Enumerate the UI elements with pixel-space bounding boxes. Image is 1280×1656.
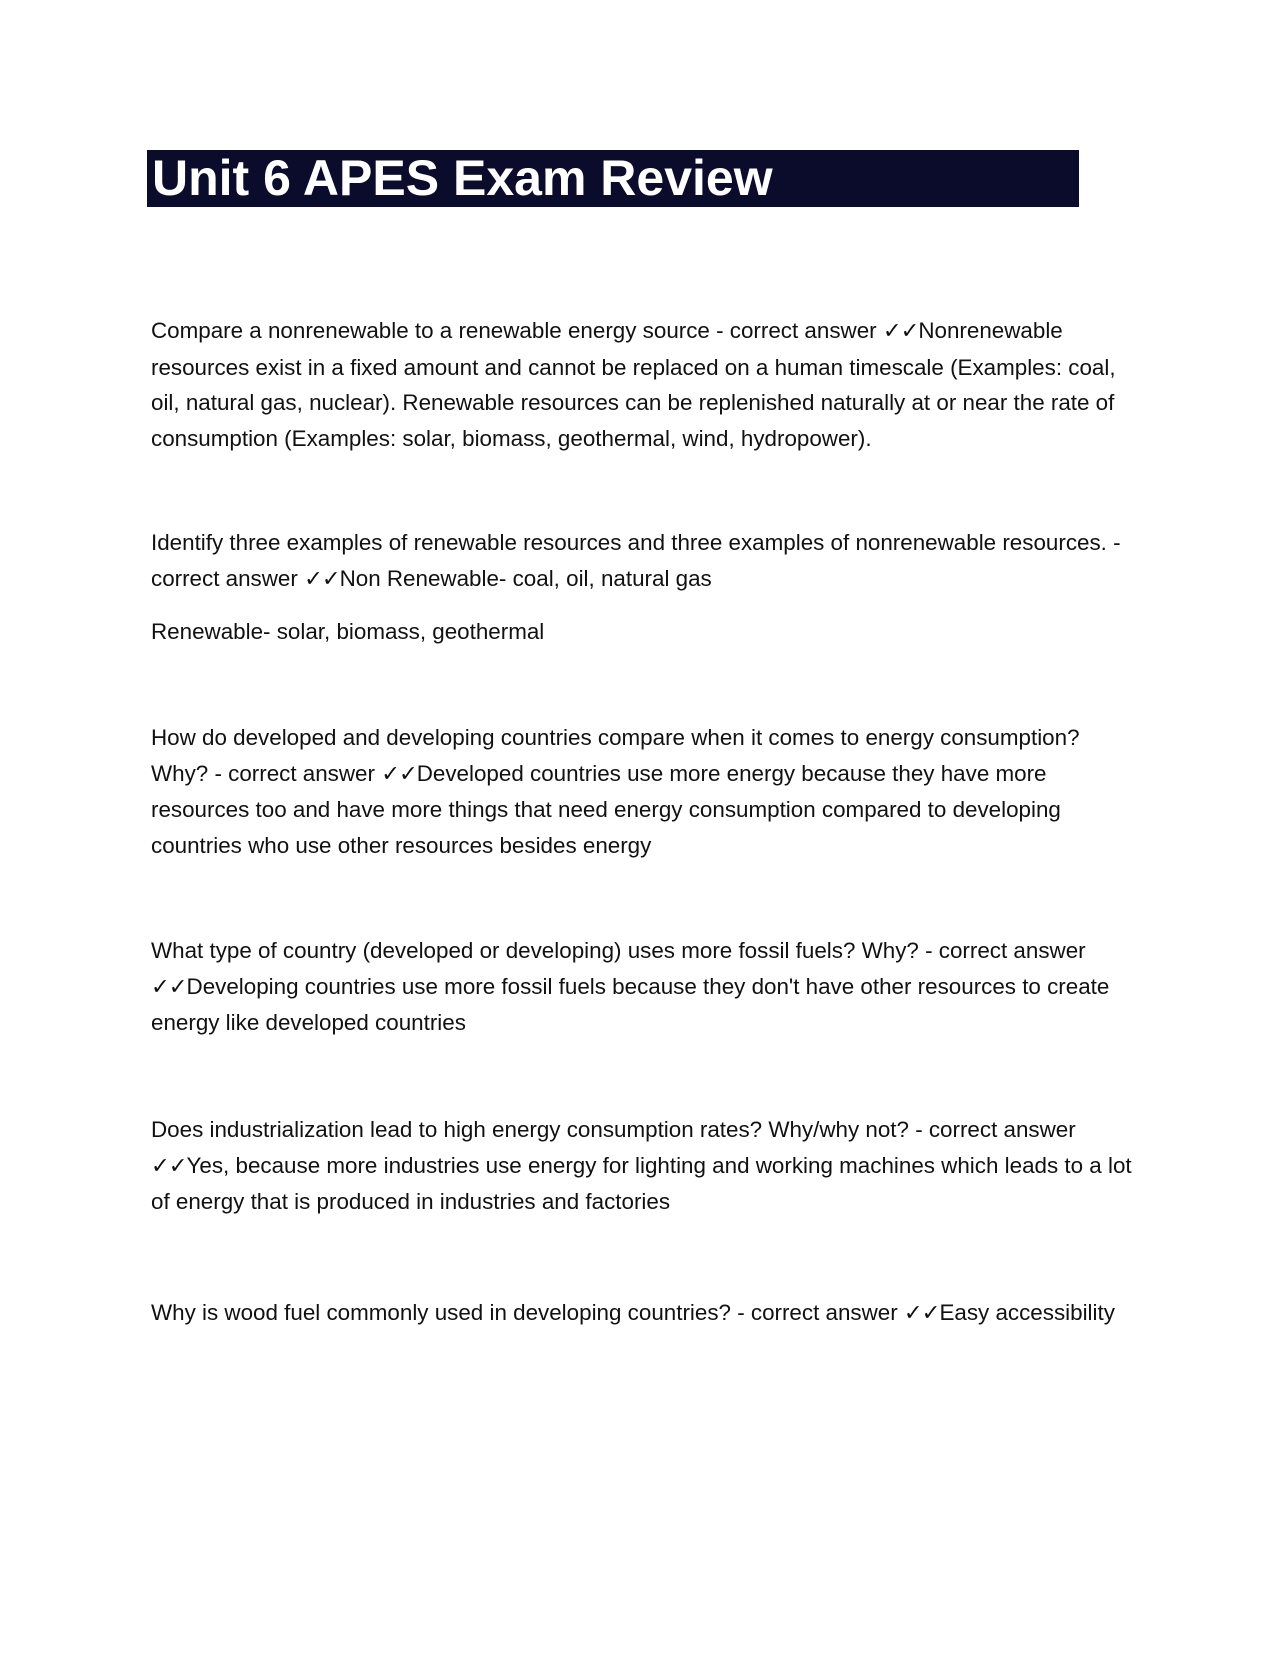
answer-continuation: Renewable- solar, biomass, geothermal xyxy=(151,619,545,644)
qa-text xyxy=(151,525,1136,597)
qa-item xyxy=(151,525,1136,650)
title-banner xyxy=(147,150,1079,207)
double-check-icon: ✓✓ xyxy=(151,1152,187,1179)
qa-text xyxy=(151,933,1136,1041)
qa-item xyxy=(151,313,1136,456)
qa-item xyxy=(151,933,1136,1041)
qa-text xyxy=(151,313,1136,456)
double-check-icon: ✓✓ xyxy=(882,318,919,344)
document-title: Unit 6 APES Exam Review xyxy=(152,150,773,206)
question-text: Why is wood fuel commonly used in developing countries? - correct answer xyxy=(151,1300,904,1325)
double-check-icon: ✓✓ xyxy=(304,565,340,592)
qa-text xyxy=(151,1112,1136,1220)
double-check-icon: ✓✓ xyxy=(151,973,187,1000)
question-text: Does industrialization lead to high energy consumption rates? Why/why not? - correct answer xyxy=(151,1117,1076,1142)
answer-text: Nonrenewable resources exist in a fixed amount and cannot be replaced on a human timescale (Examples: coal, oil, natural gas, nuclear). Renewable resources can be replenished naturally at or near the rate of consumption (Examples: solar, biomass, geothermal, wind, hydropower). xyxy=(151,318,1116,451)
answer-text: Developed countries use more energy because they have more resources too and have more things that need energy consumption compared to developing countries who use other resources besides energy xyxy=(151,760,1061,858)
qa-item xyxy=(151,1112,1136,1220)
qa-item xyxy=(151,1295,1136,1332)
answer-text: Developing countries use more fossil fuels because they don't have other resources to create energy like developed countries xyxy=(151,973,1110,1035)
answer-text: Easy accessibility xyxy=(939,1300,1115,1325)
question-text: How do developed and developing countries compare when it comes to energy consumption? Why? - correct answer xyxy=(151,725,1080,786)
double-check-icon: ✓✓ xyxy=(381,760,417,787)
question-text: Compare a nonrenewable to a renewable energy source - correct answer xyxy=(151,318,883,343)
answer-text: Non Renewable- coal, oil, natural gas xyxy=(339,565,712,591)
double-check-icon: ✓✓ xyxy=(903,1300,940,1326)
qa-text xyxy=(151,720,1136,863)
answer-text: Yes, because more industries use energy for lighting and working machines which leads to a lot of energy that is produced in industries and factories xyxy=(151,1152,1132,1214)
question-text: What type of country (developed or developing) uses more fossil fuels? Why? - correct answer xyxy=(151,938,1086,963)
question-text: Identify three examples of renewable resources and three examples of nonrenewable resources. - correct answer xyxy=(151,530,1121,591)
qa-item xyxy=(151,720,1136,863)
qa-text xyxy=(151,1295,1136,1332)
